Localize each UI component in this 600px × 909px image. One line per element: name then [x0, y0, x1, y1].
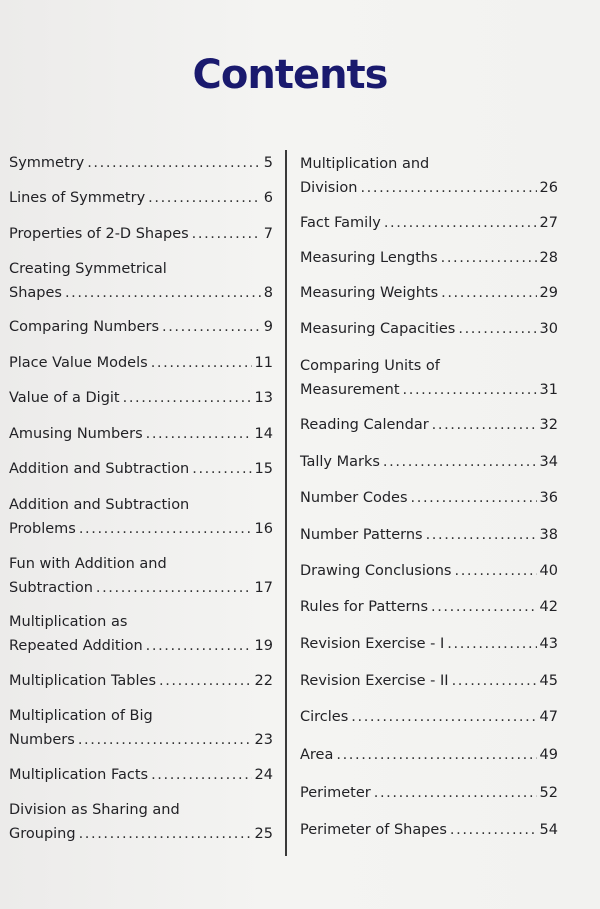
toc-entry-title-line1: Comparing Units of: [300, 358, 440, 374]
toc-entry[interactable]: [9, 552, 273, 600]
toc-entry-page: 19: [254, 638, 273, 654]
toc-entry[interactable]: [9, 610, 273, 658]
leader-dots: [411, 486, 537, 510]
leader-dots: [148, 186, 261, 210]
leader-dots: [458, 317, 536, 341]
toc-entry[interactable]: [300, 595, 558, 619]
toc-entry[interactable]: [9, 457, 273, 481]
leader-dots: [403, 378, 537, 402]
toc-entry-title: Circles: [300, 709, 349, 725]
toc-entry-title: Division: [300, 180, 358, 196]
toc-entry[interactable]: [300, 632, 558, 656]
toc-entry-title-line1: Division as Sharing and: [9, 802, 180, 818]
toc-entry-title-line1: Multiplication of Big: [9, 708, 153, 724]
toc-entry[interactable]: [9, 151, 273, 175]
toc-entry[interactable]: [300, 705, 558, 729]
toc-entry[interactable]: [300, 281, 558, 305]
toc-entry[interactable]: [9, 257, 273, 305]
toc-entry-page: 17: [254, 580, 273, 596]
toc-entry-title: Tally Marks: [300, 454, 380, 470]
toc-entry-title: Area: [300, 747, 334, 763]
toc-entry[interactable]: [300, 559, 558, 583]
leader-dots: [452, 669, 537, 693]
toc-entry[interactable]: [9, 493, 273, 541]
leader-dots: [159, 669, 252, 693]
toc-entry-page: 8: [263, 285, 273, 301]
leader-dots: [454, 559, 536, 583]
leader-dots: [78, 728, 252, 752]
toc-entry-page: 5: [263, 155, 273, 171]
leader-dots: [146, 422, 252, 446]
leader-dots: [65, 281, 261, 305]
toc-entry-title: Revision Exercise - II: [300, 673, 449, 689]
toc-entry-page: 6: [263, 190, 273, 206]
leader-dots: [79, 517, 252, 541]
column-divider: [285, 150, 287, 856]
leader-dots: [426, 523, 537, 547]
toc-entry[interactable]: [300, 523, 558, 547]
toc-entry-title: Place Value Models: [9, 355, 148, 371]
toc-entry-title: Lines of Symmetry: [9, 190, 146, 206]
toc-entry-title: Measurement: [300, 382, 400, 398]
toc-entry-page: 27: [539, 215, 558, 231]
toc-entry-title: Measuring Weights: [300, 285, 439, 301]
toc-entry[interactable]: [300, 818, 558, 842]
toc-entry-page: 49: [539, 747, 558, 763]
toc-entry-title-line1: Multiplication as: [9, 614, 128, 630]
toc-entry[interactable]: [300, 317, 558, 341]
toc-entry[interactable]: [9, 386, 273, 410]
toc-entry-page: 31: [539, 382, 558, 398]
toc-entry[interactable]: [300, 743, 558, 767]
leader-dots: [192, 457, 251, 481]
toc-entry-title: Perimeter of Shapes: [300, 822, 447, 838]
toc-entry[interactable]: [9, 798, 273, 846]
toc-entry[interactable]: [300, 781, 558, 805]
leader-dots: [360, 176, 536, 200]
toc-entry[interactable]: [300, 152, 558, 200]
toc-entry-title: Amusing Numbers: [9, 426, 143, 442]
toc-entry[interactable]: [300, 486, 558, 510]
toc-entry-title: Repeated Addition: [9, 638, 143, 654]
toc-entry-page: 23: [254, 732, 273, 748]
toc-entry-title: Number Codes: [300, 490, 408, 506]
toc-entry-title: Fact Family: [300, 215, 381, 231]
leader-dots: [383, 450, 537, 474]
toc-entry-page: 25: [254, 826, 273, 842]
leader-dots: [96, 576, 252, 600]
leader-dots: [450, 818, 537, 842]
toc-entry[interactable]: [300, 413, 558, 437]
toc-entry-title: Measuring Lengths: [300, 250, 438, 266]
leader-dots: [146, 634, 252, 658]
toc-entry-title: Perimeter: [300, 785, 371, 801]
leader-dots: [431, 595, 537, 619]
toc-entry-page: 11: [254, 355, 273, 371]
toc-entry[interactable]: [9, 351, 273, 375]
toc-entry-page: 13: [254, 390, 273, 406]
toc-entry[interactable]: [9, 763, 273, 787]
leader-dots: [151, 763, 251, 787]
leader-dots: [79, 822, 252, 846]
toc-entry[interactable]: [300, 669, 558, 693]
toc-entry-page: 42: [539, 599, 558, 615]
toc-entry-page: 15: [254, 461, 273, 477]
leader-dots: [432, 413, 537, 437]
toc-entry-title: Reading Calendar: [300, 417, 429, 433]
leader-dots: [87, 151, 261, 175]
leader-dots: [351, 705, 536, 729]
toc-entry-title: Rules for Patterns: [300, 599, 428, 615]
toc-entry-page: 54: [539, 822, 558, 838]
toc-entry-page: 14: [254, 426, 273, 442]
leader-dots: [374, 781, 537, 805]
leader-dots: [441, 246, 537, 270]
leader-dots: [384, 211, 537, 235]
toc-entry-title: Subtraction: [9, 580, 93, 596]
toc-entry[interactable]: [9, 669, 273, 693]
toc-entry-page: 9: [263, 319, 273, 335]
toc-entry-title: Comparing Numbers: [9, 319, 160, 335]
page-title: Contents: [192, 52, 388, 98]
toc-entry-page: 43: [539, 636, 558, 652]
toc-entry-page: 45: [539, 673, 558, 689]
toc-entry-page: 52: [539, 785, 558, 801]
toc-entry[interactable]: [9, 222, 273, 246]
toc-entry-title: Measuring Capacities: [300, 321, 456, 337]
toc-entry-page: 24: [254, 767, 273, 783]
toc-entry-page: 29: [539, 285, 558, 301]
toc-entry-page: 28: [539, 250, 558, 266]
toc-entry-title: Symmetry: [9, 155, 85, 171]
leader-dots: [123, 386, 252, 410]
leader-dots: [151, 351, 252, 375]
toc-entry-title: Shapes: [9, 285, 62, 301]
toc-entry-title-line1: Fun with Addition and: [9, 556, 167, 572]
toc-entry-page: 26: [539, 180, 558, 196]
toc-entry-title: Value of a Digit: [9, 390, 120, 406]
toc-entry-title: Problems: [9, 521, 76, 537]
toc-entry-title: Numbers: [9, 732, 75, 748]
toc-entry-page: 38: [539, 527, 558, 543]
toc-entry[interactable]: [9, 315, 273, 339]
toc-entry-page: 34: [539, 454, 558, 470]
toc-entry[interactable]: [300, 211, 558, 235]
toc-entry-title: Multiplication Tables: [9, 673, 156, 689]
leader-dots: [192, 222, 261, 246]
toc-entry[interactable]: [9, 704, 273, 752]
toc-entry-page: 40: [539, 563, 558, 579]
toc-entry-title: Revision Exercise - I: [300, 636, 445, 652]
toc-entry-title: Drawing Conclusions: [300, 563, 452, 579]
toc-entry-title: Addition and Subtraction: [9, 461, 190, 477]
toc-entry-page: 36: [539, 490, 558, 506]
toc-entry-title-line1: Addition and Subtraction: [9, 497, 190, 513]
leader-dots: [441, 281, 536, 305]
toc-entry-page: 22: [254, 673, 273, 689]
toc-entry-page: 7: [263, 226, 273, 242]
toc-entry[interactable]: [300, 246, 558, 270]
leader-dots: [162, 315, 261, 339]
toc-entry-title: Properties of 2-D Shapes: [9, 226, 189, 242]
leader-dots: [447, 632, 536, 656]
toc-entry-page: 16: [254, 521, 273, 537]
toc-entry[interactable]: [300, 354, 558, 402]
toc-entry-title-line1: Creating Symmetrical: [9, 261, 167, 277]
toc-entry-title-line1: Multiplication and: [300, 156, 430, 172]
toc-entry-page: 47: [539, 709, 558, 725]
toc-entry-page: 30: [539, 321, 558, 337]
toc-entry[interactable]: [300, 450, 558, 474]
toc-entry-title: Multiplication Facts: [9, 767, 149, 783]
leader-dots: [336, 743, 536, 767]
toc-entry-page: 32: [539, 417, 558, 433]
toc-entry[interactable]: [9, 422, 273, 446]
toc-entry[interactable]: [9, 186, 273, 210]
toc-entry-title: Number Patterns: [300, 527, 423, 543]
toc-entry-title: Grouping: [9, 826, 76, 842]
